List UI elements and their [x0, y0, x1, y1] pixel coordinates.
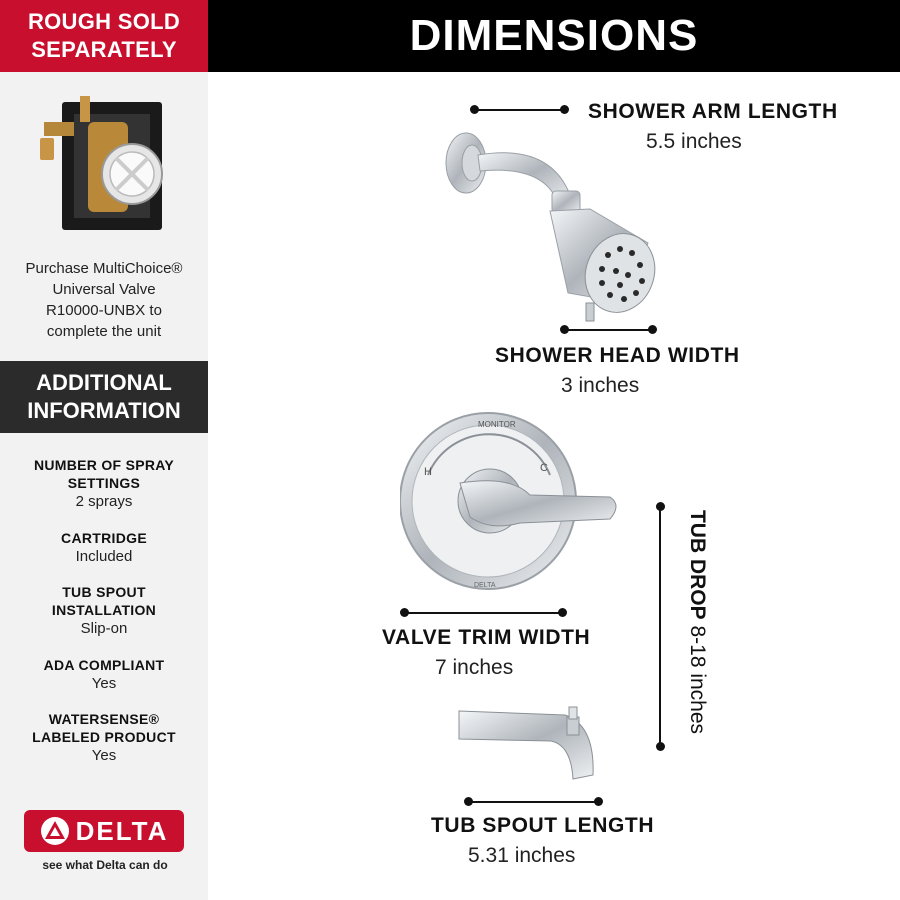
purchase-line-2: Universal Valve	[52, 281, 156, 298]
purchase-line-1: Purchase MultiChoice®	[25, 260, 183, 277]
additional-banner-line-1: ADDITIONAL	[36, 370, 172, 395]
shower-arm-line	[474, 109, 564, 111]
tub-drop-line	[659, 506, 661, 746]
cold-mark: C	[540, 462, 548, 474]
dimensions-header: DIMENSIONS	[208, 0, 900, 72]
shower-head-line	[564, 329, 652, 331]
valve-trim-line	[404, 612, 562, 614]
spec-label: TUB SPOUT	[62, 584, 146, 600]
tub-drop-title: TUB DROP	[686, 509, 709, 620]
valve-trim-title: VALVE TRIM WIDTH	[382, 626, 591, 649]
spec-value: 2 sprays	[75, 493, 133, 510]
spec-watersense	[4, 710, 204, 765]
spec-label: ADA COMPLIANT	[43, 657, 165, 673]
delta-tagline: see what Delta can do	[42, 858, 168, 872]
rough-banner-line-1: ROUGH SOLD	[27, 9, 181, 34]
shower-head-title: SHOWER HEAD WIDTH	[495, 344, 740, 367]
hot-mark: H	[424, 466, 432, 478]
rough-banner-line-2: SEPARATELY	[31, 37, 177, 62]
tub-spout-image	[455, 705, 595, 795]
tub-spout-dot-right	[594, 797, 603, 806]
spec-value: Yes	[91, 747, 117, 764]
valve-trim-value: 7 inches	[435, 656, 514, 679]
spec-value: Yes	[91, 675, 117, 692]
tub-spout-title: TUB SPOUT LENGTH	[431, 814, 655, 837]
shower-head-value: 3 inches	[561, 374, 640, 397]
tub-drop-value: 8-18 inches	[686, 625, 709, 735]
additional-banner-line-2: INFORMATION	[27, 398, 181, 423]
delta-mark: DELTA	[474, 582, 496, 589]
delta-logo	[24, 810, 184, 852]
tub-drop-label	[682, 500, 712, 750]
spec-label: WATERSENSE®	[48, 711, 160, 727]
spec-label: CARTRIDGE	[61, 530, 147, 546]
additional-information-banner	[0, 361, 208, 433]
delta-triangle-icon	[40, 816, 70, 846]
rough-valve-image	[40, 92, 170, 242]
tub-spout-line	[468, 801, 598, 803]
spec-spray-settings	[4, 456, 204, 511]
tub-spout-value: 5.31 inches	[468, 844, 576, 867]
rough-sold-separately-banner	[0, 0, 208, 72]
purchase-line-3: R10000-UNBX to	[46, 302, 162, 319]
spec-label: LABELED PRODUCT	[32, 729, 176, 745]
purchase-line-4: complete the unit	[46, 323, 162, 340]
tub-drop-dot-bottom	[656, 742, 665, 751]
shower-arm-value: 5.5 inches	[646, 130, 742, 153]
spec-label: NUMBER OF SPRAY	[33, 457, 175, 473]
delta-logo-text: DELTA	[75, 815, 169, 846]
purchase-note	[8, 258, 200, 342]
spec-label: SETTINGS	[67, 475, 141, 491]
monitor-mark: MONITOR	[478, 420, 516, 429]
valve-trim-dot-right	[558, 608, 567, 617]
shower-head-image	[440, 125, 660, 325]
spec-value: Included	[75, 548, 133, 565]
shower-arm-dot-right	[560, 105, 569, 114]
shower-head-dot-right	[648, 325, 657, 334]
shower-arm-title: SHOWER ARM LENGTH	[588, 100, 838, 123]
spec-value: Slip-on	[80, 620, 128, 637]
spec-cartridge	[4, 529, 204, 566]
spec-label: INSTALLATION	[51, 602, 157, 618]
spec-tub-spout-installation	[4, 583, 204, 638]
spec-ada-compliant	[4, 656, 204, 693]
valve-trim-image	[400, 405, 625, 605]
